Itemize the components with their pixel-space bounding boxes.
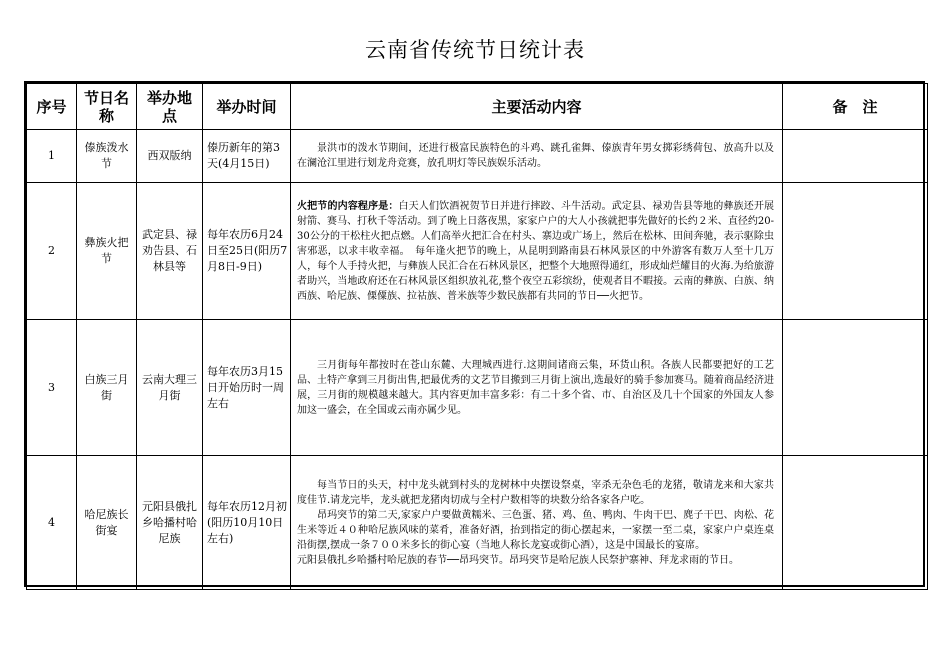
cell-place: 元阳县俄扎乡哈播村哈尼族 bbox=[137, 456, 203, 590]
cell-content bbox=[291, 320, 783, 456]
header-name: 节日名称 bbox=[77, 84, 137, 130]
cell-index: 4 bbox=[27, 456, 77, 590]
cell-name: 傣族泼水节 bbox=[77, 130, 137, 183]
cell-remark bbox=[783, 456, 928, 590]
cell-time: 每年农历6月24日至25日(阳历7月8日-9日) bbox=[203, 183, 291, 320]
header-remark: 备 注 bbox=[783, 84, 928, 130]
cell-content bbox=[291, 456, 783, 590]
cell-place: 武定县、禄劝告县、石林县等 bbox=[137, 183, 203, 320]
content-paragraph: 元阳县俄扎乡哈播村哈尼族的春节──昂玛突节。昂玛突节是哈尼族人民祭护寨神、拜龙求雨的节日。 bbox=[297, 554, 740, 566]
table-row bbox=[27, 456, 928, 590]
header-row bbox=[27, 84, 928, 130]
content-paragraph: 每当节日的头天，村中龙头就到村头的龙树林中央摆设祭桌，宰杀无杂色毛的龙猪，敬请龙来和大家共度佳节.请龙完毕，龙头就把龙猪肉切成与全村户数相等的块数分给各家各户吃。 bbox=[297, 479, 774, 506]
content-paragraph: 昂玛突节的第二天,家家户户要做黄糯米、三色蛋、猪、鸡、鱼、鸭肉、牛肉干巴、麂子干巴、肉松、花生米等近４０种哈尼族风味的菜肴，准备好酒，抬到指定的街心摆起来，一家摆一至二桌，家家户户桌连桌沿街摆,摆成一条７００米多长的街心宴（当地人称长龙宴或街心酒），这是中国最长的宴席。 bbox=[297, 509, 774, 551]
cell-content bbox=[291, 183, 783, 320]
cell-name: 白族三月街 bbox=[77, 320, 137, 456]
header-index: 序号 bbox=[27, 84, 77, 130]
cell-index: 1 bbox=[27, 130, 77, 183]
cell-index: 3 bbox=[27, 320, 77, 456]
table-row bbox=[27, 130, 928, 183]
cell-time: 傣历新年的第3天(4月15日) bbox=[203, 130, 291, 183]
cell-content bbox=[291, 130, 783, 183]
content-body: 白天人们饮酒祝贺节日并进行摔跤、斗牛活动。武定县、禄劝告县等地的彝族还开展射箭、赛马、打秋千等活动。到了晚上日落夜黑，家家户户的大人小孩就把事先做好的长约２米、直径约20-30公分的干松柱火把点燃。人们高举火把汇合在村头、寨边或广场上，然后在松林、田间奔驰，表示驱除虫害邪恶，以求丰收幸福。 每年逢火把节的晚上，从昆明到路南县石林风景区的中外游客有数万人至十几万人，每个人手持火把，与彝族人民汇合在石林风景区，把整个大地照得通红，形成灿烂耀目的火海.为给旅游者助兴，当地政府还在石林风景区组织放礼花,整个夜空五彩缤纷，使观者目不暇接。云南的彝族、白族、纳西族、哈尼族、傈僳族、拉祜族、普米族等少数民族都有共同的节日──火把节。 bbox=[297, 200, 775, 302]
content-paragraph: 三月街每年都按时在苍山东麓、大理城西进行.这期间诸商云集，环货山积。各族人民都要把好的工艺品、土特产拿到三月街出售,把最优秀的文艺节目搬到三月街上演出,选最好的骑手参加赛马。随着商品经济进展，三月街的规模越来越大。其内容更加丰富多彩：有二十多个省、市、自治区及几十个国家的外国友人参加这一盛会，在全国或云南亦属少见。 bbox=[297, 359, 774, 416]
content-lead: 火把节的内容程序是： bbox=[297, 200, 399, 212]
cell-index: 2 bbox=[27, 183, 77, 320]
header-time: 举办时间 bbox=[203, 84, 291, 130]
table-row bbox=[27, 183, 928, 320]
cell-place: 西双版纳 bbox=[137, 130, 203, 183]
header-place: 举办地点 bbox=[137, 84, 203, 130]
cell-name: 彝族火把节 bbox=[77, 183, 137, 320]
cell-place: 云南大理三月街 bbox=[137, 320, 203, 456]
cell-time: 每年农历3月15日开始历时一周左右 bbox=[203, 320, 291, 456]
cell-remark bbox=[783, 320, 928, 456]
cell-name: 哈尼族长街宴 bbox=[77, 456, 137, 590]
header-content: 主要活动内容 bbox=[291, 84, 783, 130]
page-title: 云南省传统节日统计表 bbox=[365, 38, 585, 62]
table-row bbox=[27, 320, 928, 456]
content-paragraph bbox=[297, 199, 774, 304]
cell-remark bbox=[783, 183, 928, 320]
festival-table bbox=[24, 81, 925, 587]
cell-time: 每年农历12月初(阳历10月10日左右) bbox=[203, 456, 291, 590]
cell-remark bbox=[783, 130, 928, 183]
content-paragraph: 景洪市的泼水节期间，还进行极富民族特色的斗鸡、跳孔雀舞、傣族青年男女掷彩绣荷包、放高升以及在澜沧江里进行划龙舟竞赛，放孔明灯等民族娱乐活动。 bbox=[297, 143, 774, 169]
